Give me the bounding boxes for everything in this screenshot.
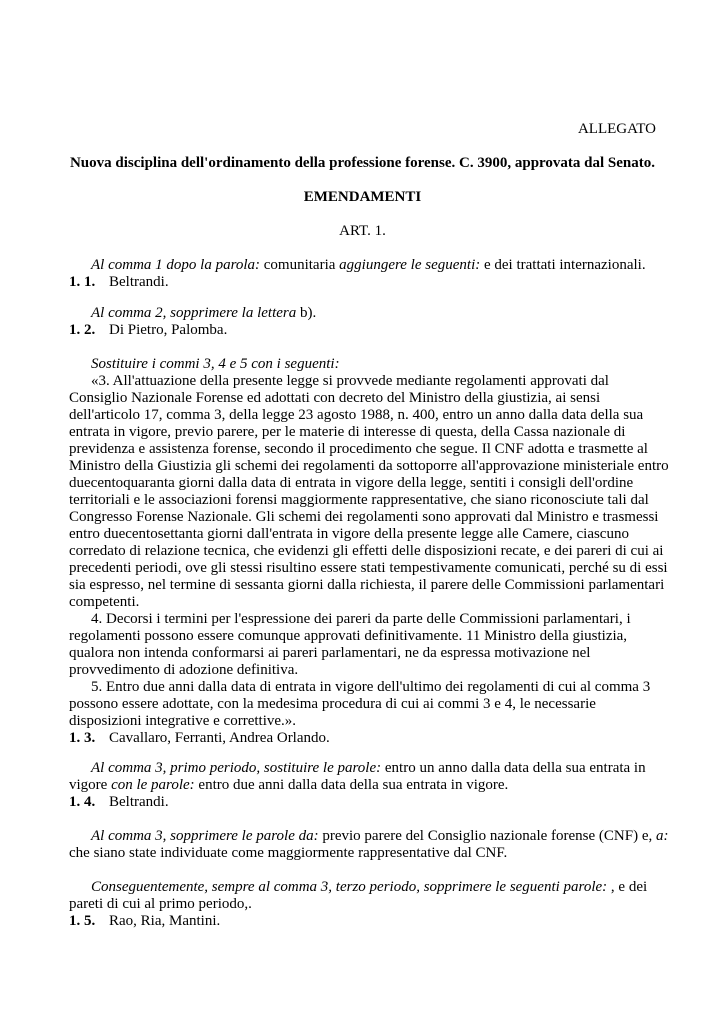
amendment-instruction-cont: pareti di cui al primo periodo,. — [69, 896, 252, 912]
amendment-text-line: provvedimento di adozione definitiva. — [69, 662, 299, 678]
amendment-text-line: qualora non intenda conformarsi ai pareri parlamentari, ne da espressa motivazione nel — [69, 645, 591, 661]
amendment-text-line: previdenza e assistenza forense, secondo il procedimento che segue. Il CNF adotta e trasmette al — [69, 441, 648, 457]
amendment-signature — [69, 730, 659, 747]
amendment-instruction-cont: vigore con le parole: entro due anni dalla data della sua entrata in vigore. — [69, 777, 509, 793]
amendment-number: 1. 2. — [69, 322, 96, 338]
amendment-number: 1. 3. — [69, 730, 96, 746]
amendment-instruction: Sostituire i commi 3, 4 e 5 con i seguenti: — [91, 356, 340, 372]
amendment-text-line: 5. Entro due anni dalla data di entrata in vigore dell'ultimo dei regolamenti di cui al comma 3 — [91, 679, 651, 695]
article-heading: ART. 1. — [339, 223, 386, 239]
document-title: Nuova disciplina dell'ordinamento della professione forense. C. 3900, approvata dal Senato. — [69, 155, 656, 171]
amendment-instruction-cont: che siano state individuate come maggiormente rappresentative dal CNF. — [69, 845, 508, 861]
amendment-text-line: sia espresso, nel termine di sessanta giorni dalla richiesta, il parere delle Commissioni parlamentari — [69, 577, 665, 593]
allegato-label: ALLEGATO — [577, 121, 656, 137]
amendment-1-5-part-2 — [69, 879, 659, 930]
amendment-authors: Rao, Ria, Mantini. — [109, 913, 221, 929]
amendment-text-line: duecentoquaranta giorni dalla data di entrata in vigore della legge, sentiti i consigli dell'ordine — [69, 475, 634, 491]
amendment-1-2 — [69, 305, 659, 339]
amendment-signature — [69, 794, 659, 811]
amendment-number: 1. 1. — [69, 274, 96, 290]
amendment-authors: Beltrandi. — [109, 794, 169, 810]
amendment-text-line: Congresso Forense Nazionale. Gli schemi dei regolamenti sono approvati dal Ministro e trasmessi — [69, 509, 659, 525]
amendment-authors: Cavallaro, Ferranti, Andrea Orlando. — [109, 730, 330, 746]
amendment-text-line: dell'articolo 17, comma 3, della legge 23 agosto 1988, n. 400, entro un anno dalla data della sua — [69, 407, 644, 423]
amendment-text-line: Ministro della Giustizia gli schemi dei regolamenti da sottoporre all'approvazione ministeriale entro — [69, 458, 669, 474]
amendment-instruction: Conseguentemente, sempre al comma 3, terzo periodo, sopprimere le seguenti parole: , e dei — [91, 879, 648, 895]
amendment-authors: Di Pietro, Palomba. — [109, 322, 228, 338]
amendment-text-line: entro duecentosettanta giorni dall'entrata in vigore della presente legge alle Camere, ciascuno — [69, 526, 629, 542]
amendment-text-line: regolamenti possono essere comunque approvati definitivamente. 11 Ministro della giustizia, — [69, 628, 628, 644]
amendment-number: 1. 5. — [69, 913, 96, 929]
section-heading: EMENDAMENTI — [303, 189, 422, 205]
amendment-instruction: Al comma 3, sopprimere le parole da: previo parere del Consiglio nazionale forense (CNF) e, a: — [91, 828, 669, 844]
amendment-text-line: Consiglio Nazionale Forense ed adottati con decreto del Ministro della giustizia, ai sensi — [69, 390, 601, 406]
amendment-instruction: Al comma 1 dopo la parola: comunitaria aggiungere le seguenti: e dei trattati internazionali. — [91, 257, 646, 273]
amendment-text-line: entrata in vigore, previo parere, per le materie di interesse di questa, della Cassa nazionale di — [69, 424, 626, 440]
amendment-text-line: corredato di relazione tecnica, che evidenzi gli effetti delle disposizioni recate, e dei pareri di cui ai — [69, 543, 664, 559]
amendment-1-5-part-1 — [69, 828, 669, 862]
amendment-1-1 — [69, 257, 659, 291]
amendment-number: 1. 4. — [69, 794, 96, 810]
amendment-authors: Beltrandi. — [109, 274, 169, 290]
amendment-signature — [69, 913, 659, 930]
amendment-text-line: 4. Decorsi i termini per l'espressione dei pareri da parte delle Commissioni parlamentari, i — [91, 611, 631, 627]
amendment-text-line: possono essere adottate, con la medesima procedura di cui ai commi 3 e 4, le necessarie — [69, 696, 596, 712]
amendment-text-line: precedenti periodi, ove gli stessi risultino essere stati tempestivamente comunicati, perché su di essi — [69, 560, 668, 576]
amendment-1-3 — [69, 356, 669, 747]
amendment-text-line: territoriali e le associazioni forensi maggiormente rappresentative, che siano riconosciute tali dal — [69, 492, 649, 508]
amendment-signature — [69, 274, 659, 291]
amendment-signature — [69, 322, 659, 339]
amendment-instruction: Al comma 3, primo periodo, sostituire le parole: entro un anno dalla data della sua entrata in — [91, 760, 646, 776]
amendment-text-line: competenti. — [69, 594, 140, 610]
amendment-1-4 — [69, 760, 659, 811]
amendment-text-line: disposizioni integrative e correttive.». — [69, 713, 297, 729]
amendment-text-line: «3. All'attuazione della presente legge si provvede mediante regolamenti approvati dal — [91, 373, 609, 389]
amendment-instruction: Al comma 2, sopprimere la lettera b). — [91, 305, 317, 321]
